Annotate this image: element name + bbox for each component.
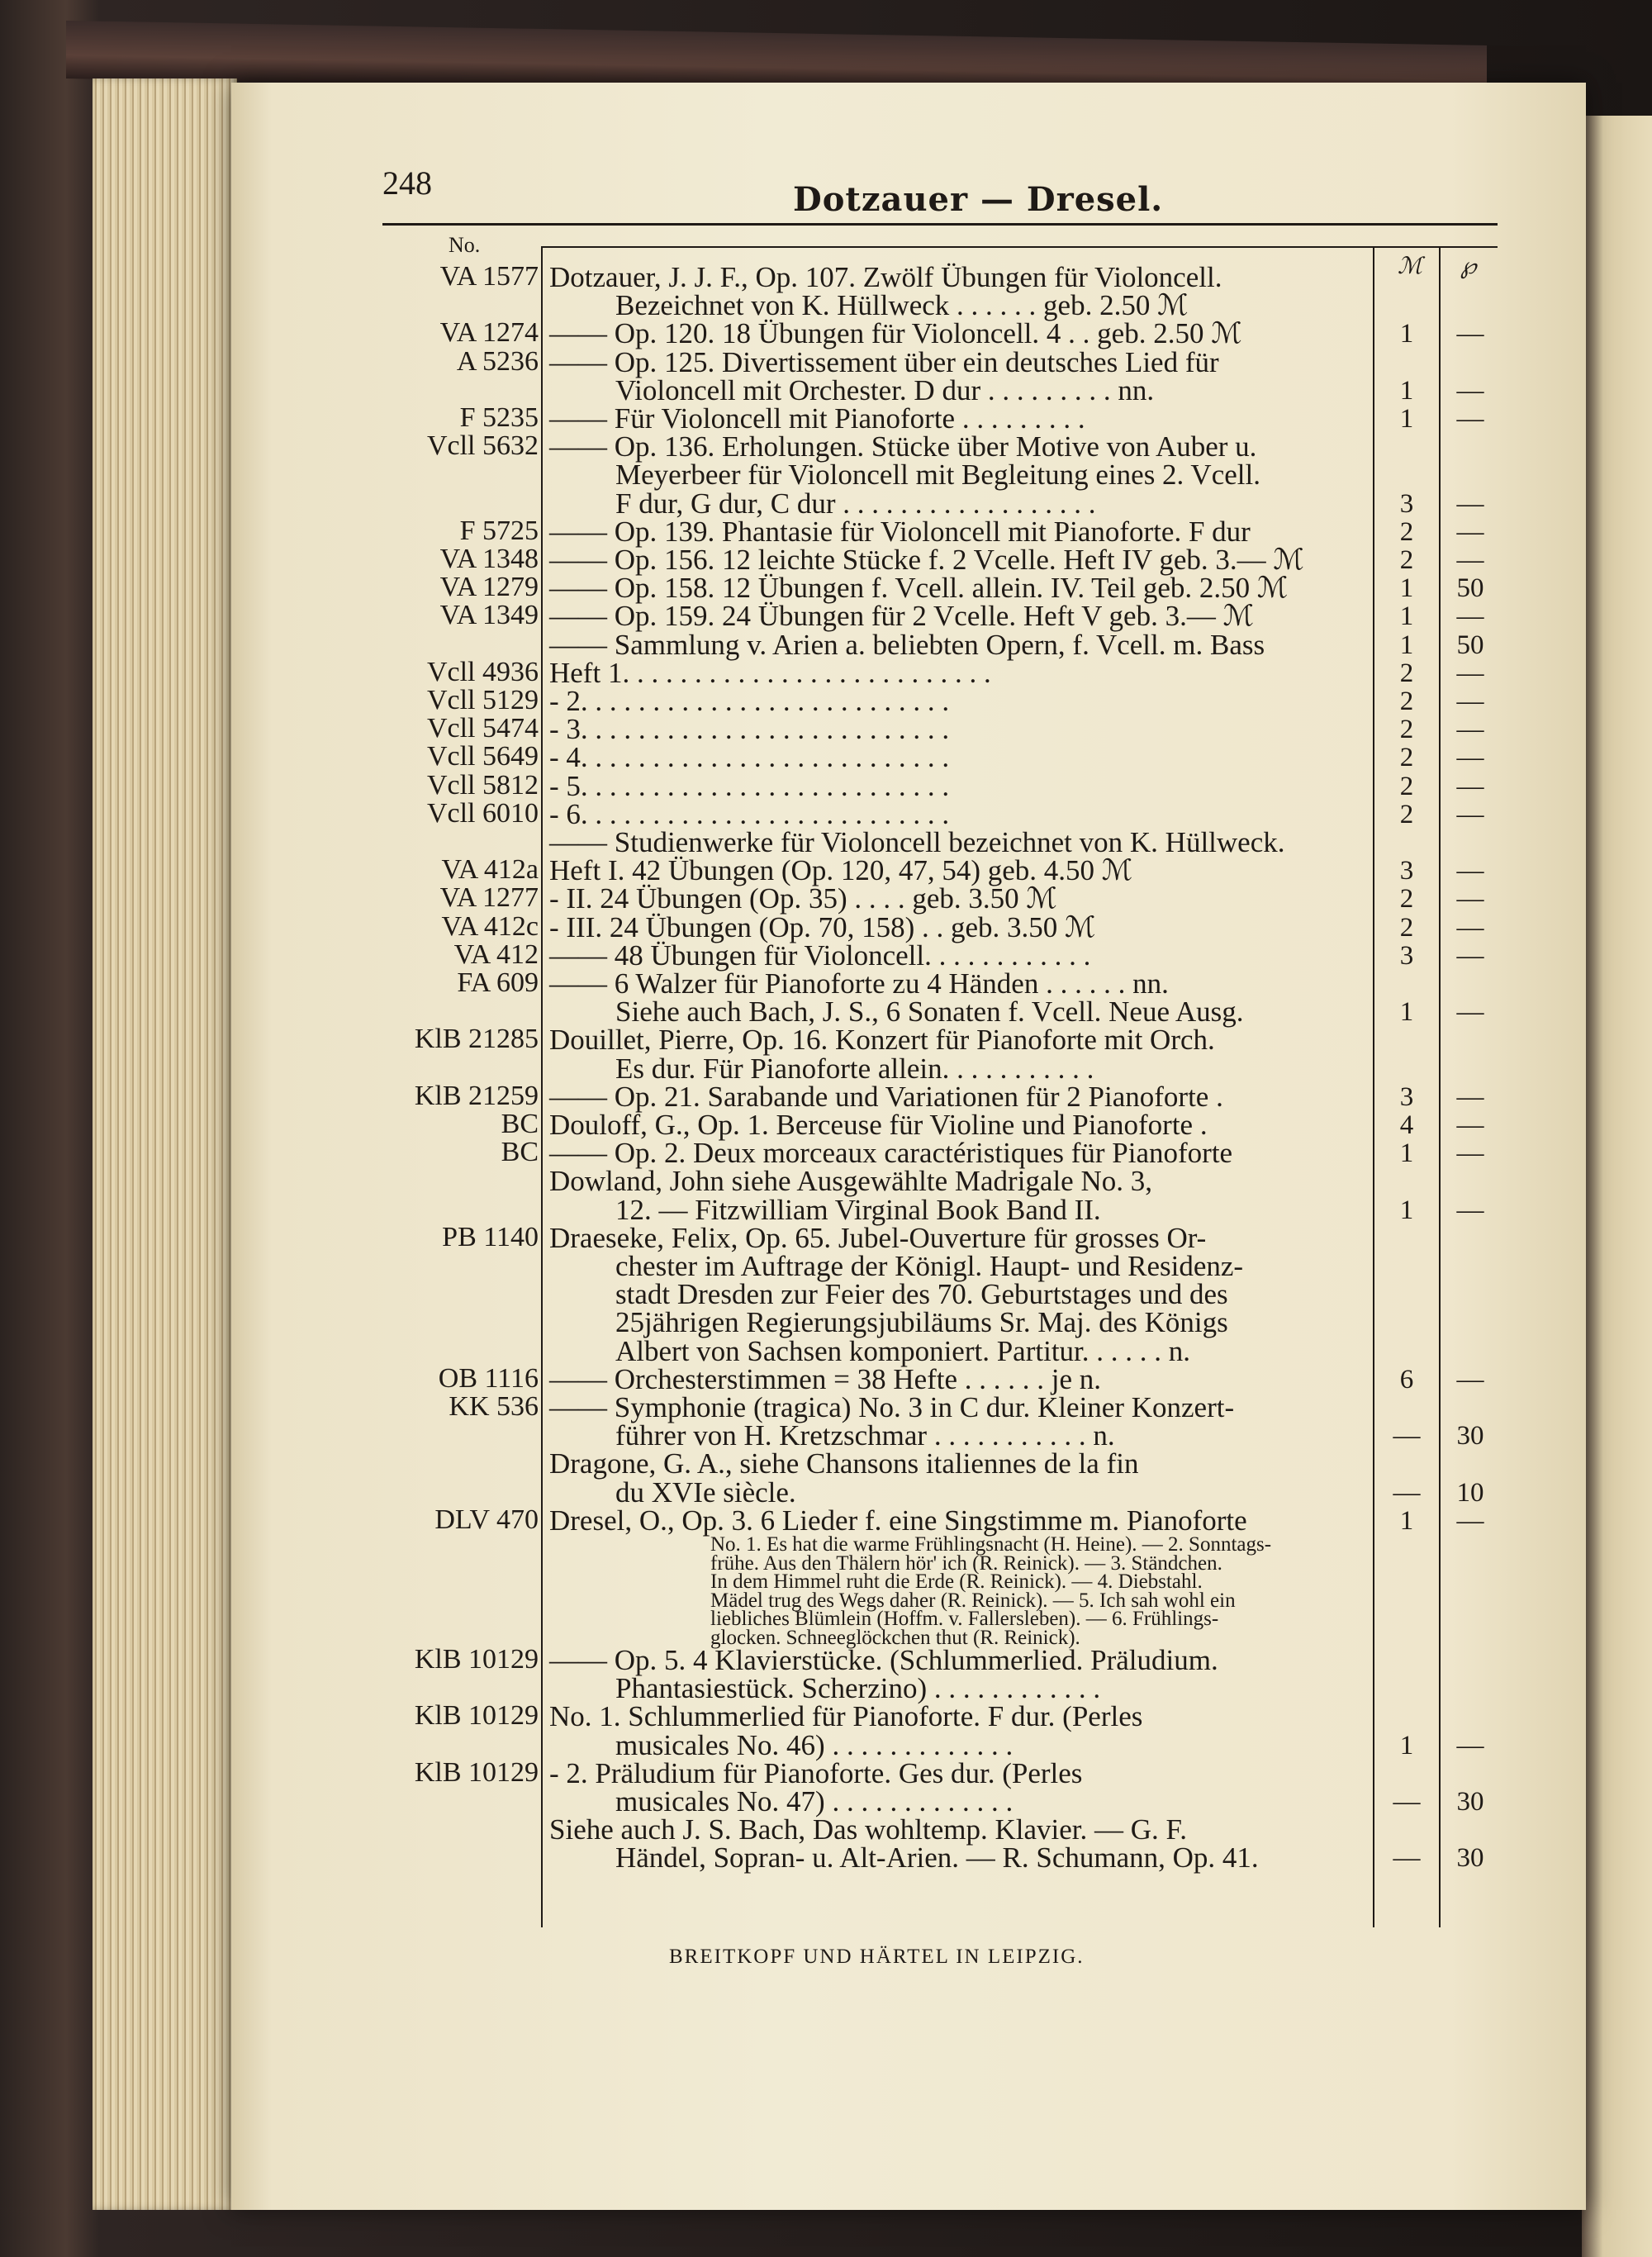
- price-mark: 2: [1399, 516, 1414, 547]
- entry-text-line: —— Studienwerke für Violoncell bezeichnet von K. Hüllweck.: [549, 826, 1285, 858]
- song-list-line: In dem Himmel ruht die Erde (R. Reinick). — 4. Diebstahl.: [710, 1570, 1203, 1593]
- page-stack-edges: [93, 78, 237, 2210]
- entry-text-line: - 3. . . . . . . . . . . . . . . . . . . . . . . . . .: [549, 713, 950, 746]
- catalog-number: KlB 10129: [414, 1756, 539, 1788]
- price-mark: 1: [1399, 601, 1414, 632]
- entry-text-line: —— Für Violoncell mit Pianoforte . . . . . . . . .: [549, 402, 1085, 435]
- entry-text-line: —— 6 Walzer für Pianoforte zu 4 Händen . . . . . . nn.: [549, 967, 1169, 1000]
- catalog-number: Vcll 5812: [426, 769, 539, 801]
- catalog-number: VA 412: [453, 938, 539, 970]
- catalog-number: VA 1277: [439, 882, 539, 914]
- pfennig-column-label: ℘: [1460, 254, 1477, 279]
- entry-text-line: —— Op. 136. Erholungen. Stücke über Motive von Auber u.: [549, 430, 1257, 463]
- entry-text-line: —— Op. 125. Divertissement über ein deutsches Lied für: [549, 345, 1219, 378]
- entry-text-line: musicales No. 47) . . . . . . . . . . . . .: [615, 1785, 1014, 1817]
- price-mark: 1: [1399, 1138, 1414, 1169]
- price-mark: 1: [1399, 1505, 1414, 1536]
- entry-text-line: musicales No. 46) . . . . . . . . . . . . .: [615, 1728, 1014, 1761]
- catalog-number: PB 1140: [442, 1221, 539, 1252]
- catalog-number: Vcll 4936: [426, 656, 539, 687]
- entry-text-line: Heft I. 42 Übungen (Op. 120, 47, 54) geb. 4.50 ℳ: [549, 854, 1133, 887]
- catalog-number: VA 1348: [439, 544, 539, 574]
- entry-text-line: Dresel, O., Op. 3. 6 Lieder f. eine Singstimme m. Pianoforte: [549, 1504, 1247, 1537]
- price-pfennig: —: [1456, 516, 1484, 547]
- price-mark: 2: [1399, 545, 1414, 575]
- catalog-number: FA 609: [457, 967, 539, 998]
- entry-text-line: Dowland, John siehe Ausgewählte Madrigale No. 3,: [549, 1165, 1152, 1198]
- catalog-number: KlB 10129: [414, 1644, 539, 1675]
- price-mark: 6: [1399, 1364, 1414, 1395]
- price-pfennig: —: [1456, 375, 1484, 406]
- price-mark: 1: [1399, 404, 1414, 434]
- entry-text-line: - 2. Präludium für Pianoforte. Ges dur. (Perles: [549, 1756, 1083, 1789]
- entry-text-line: stadt Dresden zur Feier des 70. Geburtstages und des: [615, 1278, 1228, 1311]
- price-pfennig: —: [1456, 771, 1484, 801]
- price-mark: 1: [1399, 630, 1414, 660]
- entry-text-line: du XVIe siècle.: [615, 1475, 796, 1509]
- price-pfennig: —: [1456, 940, 1484, 971]
- catalog-column-rule: [541, 246, 543, 1927]
- pfennig-column-rule: [1439, 246, 1441, 1927]
- catalog-number: VA 1349: [439, 600, 539, 631]
- entry-text-line: - 2. . . . . . . . . . . . . . . . . . . . . . . . . .: [549, 685, 950, 717]
- entry-text-line: Meyerbeer für Violoncell mit Begleitung eines 2. Vcell.: [615, 459, 1260, 492]
- price-pfennig: —: [1456, 488, 1484, 519]
- entry-text-line: —— Op. 158. 12 Übungen f. Vcell. allein. IV. Teil geb. 2.50 ℳ: [549, 572, 1289, 605]
- mark-column-rule: [1373, 246, 1374, 1927]
- price-mark: 2: [1399, 687, 1414, 716]
- header-rule-thin: [541, 246, 1498, 248]
- entry-text-line: —— Op. 5. 4 Klavierstücke. (Schlummerlied. Präludium.: [549, 1644, 1218, 1676]
- publisher-footer: BREITKOPF UND HÄRTEL IN LEIPZIG.: [669, 1946, 1085, 1968]
- price-pfennig: —: [1456, 715, 1484, 745]
- price-mark: 1: [1399, 375, 1414, 406]
- entry-text-line: - 4. . . . . . . . . . . . . . . . . . . . . . . . . .: [549, 741, 950, 774]
- entry-text-line: —— Op. 159. 24 Übungen für 2 Vcelle. Heft V geb. 3.— ℳ: [549, 600, 1255, 633]
- price-mark: 2: [1399, 884, 1414, 915]
- song-list-line: Mädel trug des Wegs daher (R. Reinick). — 5. Ich sah wohl ein: [710, 1589, 1236, 1612]
- entry-text-line: Violoncell mit Orchester. D dur . . . . . . . . . nn.: [615, 373, 1155, 406]
- price-pfennig: —: [1456, 687, 1484, 716]
- price-pfennig: —: [1456, 601, 1484, 632]
- facing-page-edge: [1582, 116, 1652, 2257]
- entry-text-line: Heft 1. . . . . . . . . . . . . . . . . . . . . . . . . .: [549, 656, 991, 689]
- entry-text-line: führer von H. Kretzschmar . . . . . . . . . . . n.: [615, 1419, 1115, 1452]
- catalog-number: BC: [501, 1109, 539, 1139]
- price-pfennig: —: [1456, 1081, 1484, 1112]
- price-mark: 1: [1399, 1195, 1414, 1225]
- price-pfennig: 10: [1456, 1477, 1484, 1508]
- price-pfennig: 30: [1456, 1843, 1484, 1874]
- catalog-number: KlB 21259: [414, 1080, 539, 1111]
- price-pfennig: —: [1456, 658, 1484, 688]
- price-pfennig: —: [1456, 997, 1484, 1028]
- price-mark: 2: [1399, 715, 1414, 745]
- price-pfennig: —: [1456, 404, 1484, 434]
- price-mark: —: [1393, 1477, 1421, 1508]
- catalog-number: KlB 21285: [414, 1024, 539, 1055]
- song-list-line: frühe. Aus den Thälern hör' ich (R. Reinick). — 3. Ständchen.: [710, 1551, 1222, 1575]
- entry-text-line: Händel, Sopran- u. Alt-Arien. — R. Schumann, Op. 41.: [615, 1841, 1259, 1874]
- price-pfennig: —: [1456, 799, 1484, 829]
- entry-text-line: —— Op. 139. Phantasie für Violoncell mit Pianoforte. F dur: [549, 515, 1251, 548]
- price-mark: 1: [1399, 573, 1414, 604]
- song-list-line: No. 1. Es hat die warme Frühlingsnacht (H. Heine). — 2. Sonntags-: [710, 1533, 1272, 1556]
- entry-text-line: No. 1. Schlummerlied für Pianoforte. F dur. (Perles: [549, 1700, 1143, 1733]
- price-pfennig: —: [1456, 319, 1484, 349]
- entry-text-line: 25jährigen Regierungsjubiläums Sr. Maj. des Königs: [615, 1306, 1228, 1339]
- entry-text-line: Draeseke, Felix, Op. 65. Jubel-Ouverture für grosses Or-: [549, 1221, 1207, 1254]
- entry-text-line: Dragone, G. A., siehe Chansons italiennes de la fin: [549, 1447, 1139, 1480]
- entry-text-line: Douillet, Pierre, Op. 16. Konzert für Pianoforte mit Orch.: [549, 1024, 1215, 1057]
- entry-text-line: —— Op. 2. Deux morceaux caractéristiques für Pianoforte: [549, 1137, 1233, 1170]
- price-mark: 4: [1399, 1110, 1414, 1140]
- mark-column-label: ℳ: [1398, 254, 1422, 279]
- page-title: Dotzauer — Dresel.: [793, 180, 1164, 219]
- entry-text-line: chester im Auftrage der Königl. Haupt- und Residenz-: [615, 1250, 1244, 1282]
- price-pfennig: 30: [1456, 1421, 1484, 1452]
- price-pfennig: —: [1456, 743, 1484, 773]
- catalog-number: BC: [501, 1137, 539, 1168]
- entry-text-line: —— Op. 156. 12 leichte Stücke f. 2 Vcelle. Heft IV geb. 3.— ℳ: [549, 544, 1304, 576]
- price-mark: 3: [1399, 856, 1414, 886]
- song-list-line: glocken. Schneeglöckchen thut (R. Reinick).: [710, 1626, 1080, 1649]
- entry-text-line: Dotzauer, J. J. F., Op. 107. Zwölf Übungen für Violoncell.: [549, 261, 1222, 293]
- catalog-number: VA 412c: [441, 910, 539, 942]
- price-pfennig: —: [1456, 1505, 1484, 1536]
- entry-text-line: —— 48 Übungen für Violoncell. . . . . . . . . . . .: [549, 938, 1091, 972]
- price-mark: —: [1393, 1787, 1421, 1817]
- price-mark: 1: [1399, 1730, 1414, 1760]
- catalog-number: OB 1116: [438, 1362, 539, 1394]
- entry-text-line: - III. 24 Übungen (Op. 70, 158) . . geb. 3.50 ℳ: [549, 910, 1096, 943]
- catalog-number: VA 1279: [439, 572, 539, 603]
- price-pfennig: —: [1456, 1110, 1484, 1140]
- entry-text-line: —— Op. 120. 18 Übungen für Violoncell. 4 . . geb. 2.50 ℳ: [549, 317, 1242, 350]
- catalog-number: Vcll 6010: [426, 797, 539, 829]
- price-mark: 2: [1399, 658, 1414, 688]
- price-mark: 1: [1399, 997, 1414, 1028]
- entry-text-line: —— Orchesterstimmen = 38 Hefte . . . . . . je n.: [549, 1362, 1102, 1395]
- price-mark: 2: [1399, 743, 1414, 773]
- entry-text-line: —— Op. 21. Sarabande und Variationen für 2 Pianoforte .: [549, 1080, 1223, 1113]
- entry-text-line: - 5. . . . . . . . . . . . . . . . . . . . . . . . . .: [549, 769, 950, 802]
- price-pfennig: 50: [1456, 573, 1484, 604]
- entry-text-line: Siehe auch Bach, J. S., 6 Sonaten f. Vcell. Neue Ausg.: [615, 995, 1244, 1029]
- catalog-number: F 5235: [459, 402, 539, 433]
- entry-text-line: Es dur. Für Pianoforte allein. . . . . . . . . . .: [615, 1052, 1094, 1085]
- entry-text-line: F dur, G dur, C dur . . . . . . . . . . . . . . . . . .: [615, 487, 1096, 520]
- catalog-number: KK 536: [449, 1391, 539, 1422]
- catalog-number: VA 1274: [439, 317, 539, 349]
- catalog-number: KlB 10129: [414, 1700, 539, 1732]
- catalog-number: F 5725: [459, 515, 539, 546]
- catalog-number: DLV 470: [434, 1504, 539, 1535]
- price-pfennig: —: [1456, 1730, 1484, 1760]
- price-pfennig: —: [1456, 912, 1484, 943]
- catalog-number: Vcll 5129: [426, 685, 539, 715]
- price-pfennig: 30: [1456, 1787, 1484, 1817]
- price-pfennig: —: [1456, 1195, 1484, 1225]
- entry-text-line: Siehe auch J. S. Bach, Das wohltemp. Klavier. — G. F.: [549, 1813, 1187, 1846]
- price-mark: 3: [1399, 940, 1414, 971]
- entry-text-line: - 6. . . . . . . . . . . . . . . . . . . . . . . . . .: [549, 797, 950, 830]
- price-mark: —: [1393, 1843, 1421, 1874]
- entry-text-line: Phantasiestück. Scherzino) . . . . . . . . . . . .: [615, 1672, 1101, 1705]
- price-mark: 2: [1399, 912, 1414, 943]
- entry-text-line: —— Symphonie (tragica) No. 3 in C dur. Kleiner Konzert-: [549, 1391, 1235, 1423]
- entry-text-line: —— Sammlung v. Arien a. beliebten Opern, f. Vcell. m. Bass: [549, 628, 1265, 661]
- price-mark: —: [1393, 1421, 1421, 1452]
- entry-text-line: Douloff, G., Op. 1. Berceuse für Violine und Pianoforte .: [549, 1109, 1208, 1141]
- price-pfennig: —: [1456, 856, 1484, 886]
- price-mark: 2: [1399, 799, 1414, 829]
- price-pfennig: 50: [1456, 630, 1484, 660]
- page-number: 248: [382, 164, 432, 202]
- entry-text-line: - II. 24 Übungen (Op. 35) . . . . geb. 3.50 ℳ: [549, 882, 1057, 915]
- entry-text-line: 12. — Fitzwilliam Virginal Book Band II.: [615, 1193, 1101, 1226]
- price-mark: 3: [1399, 488, 1414, 519]
- price-pfennig: —: [1456, 1364, 1484, 1395]
- header-rule: [382, 223, 1498, 226]
- price-mark: 2: [1399, 771, 1414, 801]
- entry-text-line: Albert von Sachsen komponiert. Partitur. . . . . . n.: [615, 1334, 1191, 1367]
- entry-text-line: Bezeichnet von K. Hüllweck . . . . . . geb. 2.50 ℳ: [615, 289, 1189, 322]
- price-mark: 1: [1399, 319, 1414, 349]
- catalog-number: Vcll 5632: [426, 430, 539, 462]
- price-pfennig: —: [1456, 545, 1484, 575]
- price-pfennig: —: [1456, 884, 1484, 915]
- catalog-number: Vcll 5474: [426, 713, 539, 744]
- price-pfennig: —: [1456, 1138, 1484, 1169]
- catalog-number: VA 1577: [439, 261, 539, 292]
- catalog-number-column-label: No.: [449, 233, 481, 257]
- catalog-number: Vcll 5649: [426, 741, 539, 772]
- song-list-line: liebliches Blümlein (Hoffm. v. Fallersleben). — 6. Frühlings-: [710, 1608, 1219, 1630]
- price-mark: 3: [1399, 1081, 1414, 1112]
- catalog-number: VA 412a: [441, 854, 539, 886]
- catalog-number: A 5236: [456, 345, 539, 377]
